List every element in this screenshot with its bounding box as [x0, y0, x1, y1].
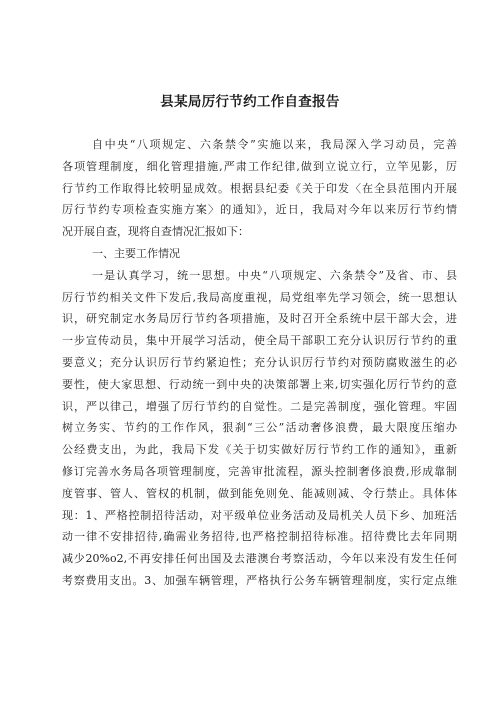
- body-line: 度管事、管人、管权的机制，做到能免则免、能减则减、令行禁止。具体体: [62, 486, 457, 500]
- document-body: [62, 134, 457, 592]
- body-line: 一、主要工作情况: [92, 246, 180, 260]
- body-line: 动一律不安排招待,确需业务招待,也严格控制招待标准。招待费比去年同期: [62, 530, 457, 544]
- body-line: 要意义；充分认识厉行节约紧迫性；充分认识厉行节约对预防腐败滋生的必: [62, 355, 457, 369]
- body-line: 减少20%o2,不再安排任何出国及去港澳台考察活动，今年以来没有发生任何: [62, 552, 457, 566]
- document-title: 县某局厉行节约工作自查报告: [160, 94, 340, 110]
- body-line: 厉行节约专项检查实施方案〉的通知》，近日，我局对今年以来厉行节约情: [62, 203, 457, 217]
- body-line: 考察费用支出。3、加强车辆管理，严格执行公务车辆管理制度，实行定点维: [62, 573, 457, 587]
- body-line: 厉行节约相关文件下发后,我局高度重视，局党组率先学习领会，统一思想认: [62, 290, 457, 304]
- body-line: 识，研究制定水务局厉行节约各项措施，及时召开全系统中层干部大会，进: [62, 312, 457, 326]
- body-line: 修订完善水务局各项管理制度，完善审批流程，源头控制奢侈浪费,形成靠制: [62, 464, 457, 478]
- body-line: 一步宣传动员，集中开展学习活动，使全局干部职工充分认识厉行节约的重: [62, 334, 457, 348]
- body-line: 公经费支出，为此，我局下发《关于切实做好厉行节约工作的通知》，重新: [62, 443, 457, 457]
- body-line: 树立务实、节约的工作作风，狠刹“三公”活动奢侈浪费，最大限度压缩办: [62, 421, 457, 435]
- body-line: 况开展自查，现将自查情况汇报如下：: [62, 225, 249, 239]
- body-line: 现：1、严格控制招待活动，对平级单位业务活动及局机关人员下乡、加班活: [62, 508, 457, 522]
- body-line: 识，严以律己，增强了厉行节约的自觉性。二是完善制度，强化管理。牢固: [62, 399, 457, 413]
- body-line: 自中央“八项规定、六条禁令”实施以来，我局深入学习动员，完善: [92, 138, 457, 151]
- body-line: 行节约工作取得比较明显成效。根据县纪委《关于印发〈在全县范围内开展: [62, 181, 457, 195]
- body-line: 要性，使大家思想、行动统一到中央的决策部署上来,切实强化厉行节约的意: [62, 377, 457, 391]
- body-line: 各项管理制度，细化管理措施,严肃工作纪律,做到立说立行，立竿见影，厉: [62, 159, 457, 173]
- body-line: 一是认真学习，统一思想。中央“八项规定、六条禁令”及省、市、县: [92, 268, 457, 282]
